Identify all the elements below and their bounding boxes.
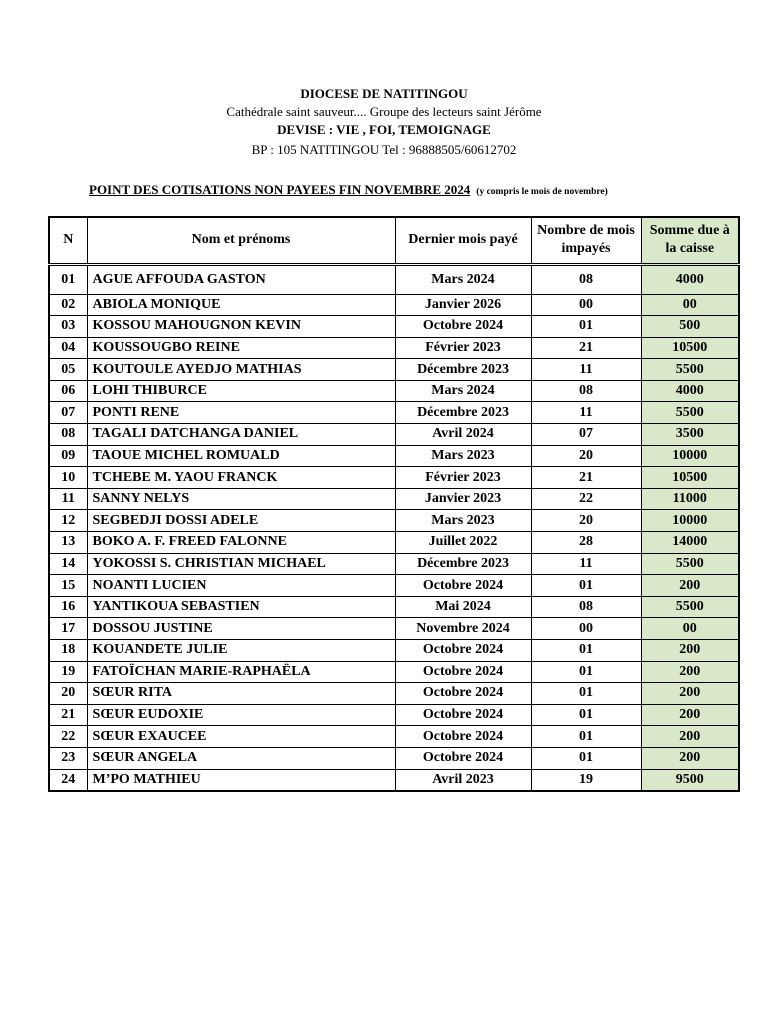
header-months-unpaid: Nombre de mois impayés — [531, 217, 641, 264]
last-month-paid: Décembre 2023 — [395, 359, 531, 381]
months-unpaid: 01 — [531, 316, 641, 338]
amount-due: 4000 — [641, 380, 739, 402]
amount-due: 200 — [641, 575, 739, 597]
dues-table-wrapper — [48, 216, 738, 792]
amount-due: 4000 — [641, 264, 739, 294]
member-name: TCHEBE M. YAOU FRANCK — [87, 467, 395, 489]
last-month-paid: Octobre 2024 — [395, 704, 531, 726]
last-month-paid: Mars 2023 — [395, 445, 531, 467]
row-number: 04 — [49, 337, 87, 359]
row-number: 21 — [49, 704, 87, 726]
table-header-row — [49, 217, 739, 264]
row-number: 01 — [49, 264, 87, 294]
last-month-paid: Mars 2024 — [395, 264, 531, 294]
months-unpaid: 08 — [531, 596, 641, 618]
member-name: KOUANDETE JULIE — [87, 640, 395, 662]
table-row — [49, 683, 739, 705]
member-name: ABIOLA MONIQUE — [87, 294, 395, 316]
amount-due: 11000 — [641, 488, 739, 510]
table-row — [49, 575, 739, 597]
member-name: SŒUR ANGELA — [87, 747, 395, 769]
member-name: TAGALI DATCHANGA DANIEL — [87, 424, 395, 446]
row-number: 02 — [49, 294, 87, 316]
months-unpaid: 01 — [531, 575, 641, 597]
member-name: AGUE AFFOUDA GASTON — [87, 264, 395, 294]
table-row — [49, 316, 739, 338]
last-month-paid: Décembre 2023 — [395, 402, 531, 424]
amount-due: 200 — [641, 704, 739, 726]
amount-due: 14000 — [641, 532, 739, 554]
table-body — [49, 264, 739, 791]
months-unpaid: 08 — [531, 264, 641, 294]
amount-due: 10000 — [641, 445, 739, 467]
amount-due: 5500 — [641, 402, 739, 424]
row-number: 20 — [49, 683, 87, 705]
last-month-paid: Octobre 2024 — [395, 575, 531, 597]
header-amount: Somme due à la caisse — [641, 217, 739, 264]
table-row — [49, 337, 739, 359]
row-number: 08 — [49, 424, 87, 446]
months-unpaid: 00 — [531, 294, 641, 316]
row-number: 10 — [49, 467, 87, 489]
member-name: SANNY NELYS — [87, 488, 395, 510]
months-unpaid: 11 — [531, 402, 641, 424]
member-name: SŒUR EXAUCEE — [87, 726, 395, 748]
months-unpaid: 11 — [531, 359, 641, 381]
header-n: N — [49, 217, 87, 264]
last-month-paid: Octobre 2024 — [395, 640, 531, 662]
diocese-name: DIOCESE DE NATITINGOU — [300, 86, 468, 101]
table-row — [49, 704, 739, 726]
row-number: 07 — [49, 402, 87, 424]
row-number: 03 — [49, 316, 87, 338]
last-month-paid: Février 2023 — [395, 467, 531, 489]
last-month-paid: Octobre 2024 — [395, 661, 531, 683]
member-name: YOKOSSI S. CHRISTIAN MICHAEL — [87, 553, 395, 575]
table-row — [49, 769, 739, 791]
amount-due: 5500 — [641, 359, 739, 381]
amount-due: 10000 — [641, 510, 739, 532]
last-month-paid: Décembre 2023 — [395, 553, 531, 575]
amount-due: 9500 — [641, 769, 739, 791]
amount-due: 3500 — [641, 424, 739, 446]
member-name: PONTI RENE — [87, 402, 395, 424]
row-number: 11 — [49, 488, 87, 510]
last-month-paid: Octobre 2024 — [395, 726, 531, 748]
amount-due: 200 — [641, 683, 739, 705]
row-number: 23 — [49, 747, 87, 769]
table-row — [49, 294, 739, 316]
last-month-paid: Octobre 2024 — [395, 747, 531, 769]
header-last-month: Dernier mois payé — [395, 217, 531, 264]
document-title — [89, 182, 608, 198]
months-unpaid: 01 — [531, 747, 641, 769]
months-unpaid: 28 — [531, 532, 641, 554]
row-number: 18 — [49, 640, 87, 662]
last-month-paid: Janvier 2026 — [395, 294, 531, 316]
member-name: SEGBEDJI DOSSI ADELE — [87, 510, 395, 532]
table-row — [49, 618, 739, 640]
amount-due: 500 — [641, 316, 739, 338]
table-row — [49, 380, 739, 402]
table-row — [49, 424, 739, 446]
table-row — [49, 553, 739, 575]
member-name: KOSSOU MAHOUGNON KEVIN — [87, 316, 395, 338]
table-row — [49, 445, 739, 467]
table-row — [49, 661, 739, 683]
amount-due: 10500 — [641, 337, 739, 359]
table-row — [49, 747, 739, 769]
row-number: 06 — [49, 380, 87, 402]
months-unpaid: 01 — [531, 704, 641, 726]
member-name: YANTIKOUA SEBASTIEN — [87, 596, 395, 618]
amount-due: 200 — [641, 661, 739, 683]
months-unpaid: 01 — [531, 640, 641, 662]
row-number: 15 — [49, 575, 87, 597]
title-note: (y compris le mois de novembre) — [476, 187, 608, 197]
member-name: SŒUR RITA — [87, 683, 395, 705]
months-unpaid: 22 — [531, 488, 641, 510]
amount-due: 00 — [641, 618, 739, 640]
amount-due: 200 — [641, 640, 739, 662]
parish-subtitle: Cathédrale saint sauveur.... Groupe des lecteurs saint Jérôme — [226, 104, 542, 119]
table-row — [49, 532, 739, 554]
last-month-paid: Mars 2024 — [395, 380, 531, 402]
row-number: 12 — [49, 510, 87, 532]
member-name: TAOUE MICHEL ROMUALD — [87, 445, 395, 467]
row-number: 19 — [49, 661, 87, 683]
months-unpaid: 21 — [531, 467, 641, 489]
title-main: POINT DES COTISATIONS NON PAYEES FIN NOVEMBRE 2024 — [89, 182, 471, 197]
months-unpaid: 01 — [531, 726, 641, 748]
table-row — [49, 359, 739, 381]
table-row — [49, 264, 739, 294]
devise-line: DEVISE : VIE , FOI, TEMOIGNAGE — [277, 122, 491, 137]
table-row — [49, 596, 739, 618]
last-month-paid: Avril 2024 — [395, 424, 531, 446]
table-row — [49, 402, 739, 424]
months-unpaid: 20 — [531, 510, 641, 532]
table-row — [49, 640, 739, 662]
last-month-paid: Février 2023 — [395, 337, 531, 359]
row-number: 09 — [49, 445, 87, 467]
months-unpaid: 21 — [531, 337, 641, 359]
months-unpaid: 11 — [531, 553, 641, 575]
amount-due: 5500 — [641, 596, 739, 618]
row-number: 14 — [49, 553, 87, 575]
months-unpaid: 01 — [531, 683, 641, 705]
row-number: 17 — [49, 618, 87, 640]
last-month-paid: Avril 2023 — [395, 769, 531, 791]
last-month-paid: Mai 2024 — [395, 596, 531, 618]
months-unpaid: 07 — [531, 424, 641, 446]
member-name: KOUTOULE AYEDJO MATHIAS — [87, 359, 395, 381]
member-name: LOHI THIBURCE — [87, 380, 395, 402]
amount-due: 00 — [641, 294, 739, 316]
row-number: 16 — [49, 596, 87, 618]
amount-due: 10500 — [641, 467, 739, 489]
member-name: BOKO A. F. FREED FALONNE — [87, 532, 395, 554]
last-month-paid: Octobre 2024 — [395, 316, 531, 338]
months-unpaid: 08 — [531, 380, 641, 402]
dues-table — [48, 216, 740, 792]
table-row — [49, 726, 739, 748]
months-unpaid: 01 — [531, 661, 641, 683]
row-number: 24 — [49, 769, 87, 791]
amount-due: 200 — [641, 726, 739, 748]
row-number: 22 — [49, 726, 87, 748]
months-unpaid: 20 — [531, 445, 641, 467]
member-name: NOANTI LUCIEN — [87, 575, 395, 597]
months-unpaid: 19 — [531, 769, 641, 791]
row-number: 05 — [49, 359, 87, 381]
last-month-paid: Novembre 2024 — [395, 618, 531, 640]
row-number: 13 — [49, 532, 87, 554]
header-name: Nom et prénoms — [87, 217, 395, 264]
member-name: DOSSOU JUSTINE — [87, 618, 395, 640]
table-row — [49, 467, 739, 489]
last-month-paid: Octobre 2024 — [395, 683, 531, 705]
months-unpaid: 00 — [531, 618, 641, 640]
table-row — [49, 488, 739, 510]
contact-line: BP : 105 NATITINGOU Tel : 96888505/60612702 — [251, 142, 517, 157]
member-name: M’PO MATHIEU — [87, 769, 395, 791]
amount-due: 200 — [641, 747, 739, 769]
last-month-paid: Janvier 2023 — [395, 488, 531, 510]
last-month-paid: Juillet 2022 — [395, 532, 531, 554]
last-month-paid: Mars 2023 — [395, 510, 531, 532]
member-name: FATOÏCHAN MARIE-RAPHAËLA — [87, 661, 395, 683]
table-row — [49, 510, 739, 532]
member-name: KOUSSOUGBO REINE — [87, 337, 395, 359]
amount-due: 5500 — [641, 553, 739, 575]
member-name: SŒUR EUDOXIE — [87, 704, 395, 726]
